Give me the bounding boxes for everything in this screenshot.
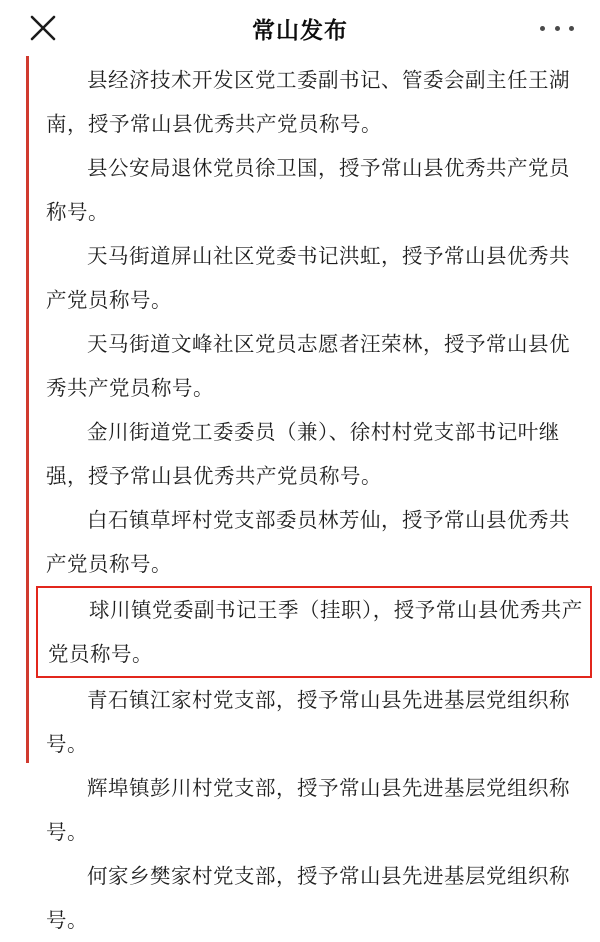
article-paragraph: 县公安局退休党员徐卫国，授予常山县优秀共产党员称号。 xyxy=(46,156,570,224)
more-dot-3 xyxy=(569,26,574,31)
title-bar xyxy=(0,0,600,56)
article-paragraph: 何家乡樊家村党支部，授予常山县先进基层党组织称号。 xyxy=(46,864,570,932)
article-paragraph: 天马街道屏山社区党委书记洪虹，授予常山县优秀共产党员称号。 xyxy=(46,244,570,312)
article-paragraph: 金川街道党工委委员（兼）、徐村村党支部书记叶继强，授予常山县优秀共产党员称号。 xyxy=(46,420,560,488)
article-paragraph: 辉埠镇彭川村党支部，授予常山县先进基层党组织称号。 xyxy=(46,776,570,844)
article-paragraph: 白石镇草坪村党支部委员林芳仙，授予常山县优秀共产党员称号。 xyxy=(46,508,570,576)
article-paragraph: 青石镇江家村党支部，授予常山县先进基层党组织称号。 xyxy=(46,688,570,756)
more-options-icon[interactable] xyxy=(540,20,574,36)
more-dot-2 xyxy=(555,26,560,31)
article-content[interactable] xyxy=(0,56,600,932)
left-accent-rule xyxy=(26,56,29,769)
close-icon[interactable] xyxy=(28,13,58,43)
highlighted-paragraph: 球川镇党委副书记王季（挂职），授予常山县优秀共产党员称号。 xyxy=(36,586,592,678)
article-body xyxy=(46,56,586,932)
more-dot-1 xyxy=(540,26,545,31)
page-title: 常山发布 xyxy=(252,16,348,43)
article-paragraph: 县经济技术开发区党工委副书记、管委会副主任王湖南，授予常山县优秀共产党员称号。 xyxy=(46,68,570,136)
article-paragraph: 天马街道文峰社区党员志愿者汪荣林，授予常山县优秀共产党员称号。 xyxy=(46,332,570,400)
